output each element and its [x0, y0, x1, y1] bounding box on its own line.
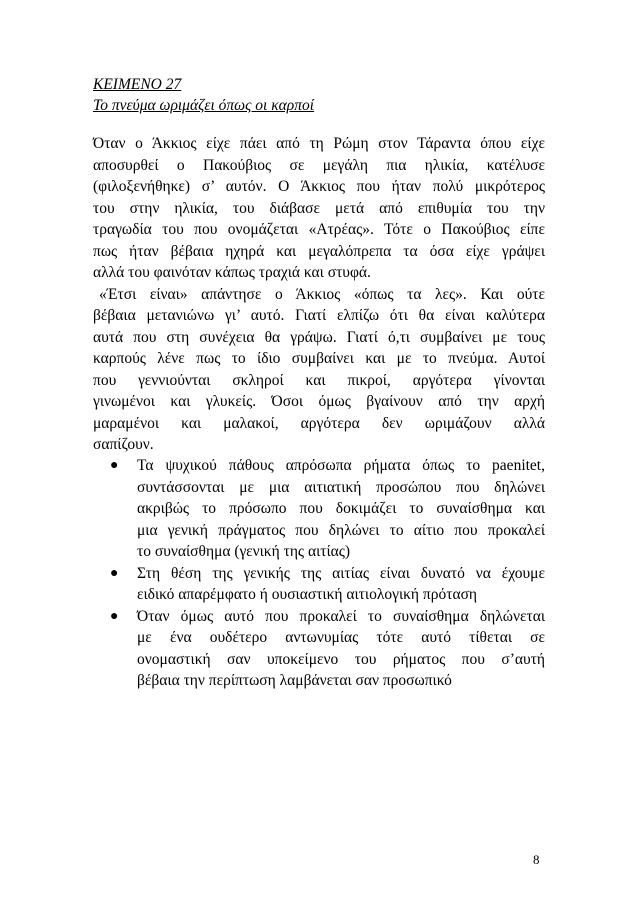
text-line: Όταν όμως αυτό που προκαλεί το συναίσθημα δηλώνεται: [137, 607, 545, 625]
text-line: «Έτσι είναι» απάντησε ο Άκκιος «όπως τα λες». Και ούτε: [99, 285, 545, 303]
text-title-heading: Το πνεύμα ωριμάζει όπως οι καρποί: [93, 97, 315, 114]
text-line: που γεννιούνται σκληροί και πικροί, αργότερα γίνονται: [93, 371, 545, 389]
text-line: Στη θέση της γενικής της αιτίας είναι δυνατό να έχουμε: [137, 564, 545, 582]
text-line: καρπούς λένε πως το ίδιο συμβαίνει και με το πνεύμα. Αυτοί: [93, 350, 545, 367]
paragraph-2: [93, 284, 545, 456]
list-item: [110, 563, 545, 606]
text-line: μια γενική πράγματος που δηλώνει το αίτιο που προκαλεί: [137, 521, 545, 539]
text-line: Όταν ο Άκκιος είχε πάει από τη Ρώμη στον Τάραντα όπου είχε: [93, 135, 545, 152]
text-line: σαπίζουν.: [93, 436, 154, 453]
text-line: το συναίσθημα (γενική της αιτίας): [137, 543, 351, 560]
list-item: [110, 606, 545, 692]
bullet-icon: ●: [110, 608, 119, 624]
text-line: Τα ψυχικού πάθους απρόσωπα ρήματα όπως το paenitet,: [137, 457, 545, 474]
text-line: αλλά του φαινόταν κάπως τραχιά και στυφά.: [93, 264, 371, 281]
text-line: βέβαια μετανιώνω γι’ αυτό. Γιατί ελπίζω ότι θα είναι καλύτερα: [93, 307, 545, 324]
grammar-notes-list: [110, 455, 545, 692]
paragraph-1: [93, 133, 545, 284]
text-line: πως ήταν βέβαια ηχηρά και μεγαλόπρεπα τα όσα είχε γράψει: [93, 242, 545, 260]
page-number: 8: [533, 852, 540, 867]
text-line: ονομαστική σαν υποκείμενο του ρήματος που σ’αυτή: [137, 650, 545, 668]
text-line: (φιλοξενήθηκε) σ’ αυτόν. Ο Άκκιος που ήταν πολύ μικρότερος: [93, 178, 545, 195]
text-line: αυτά που στη συνέχεια θα γράψω. Γιατί ό,τι συμβαίνει με τους: [93, 328, 545, 346]
text-line: γινωμένοι και γλυκείς. Όσοι όμως βγαίνουν από την αρχή: [93, 393, 545, 410]
text-line: βέβαια την περίπτωση λαμβάνεται σαν προσωπικό: [137, 672, 452, 689]
text-number-heading: ΚΕΙΜΕΝΟ 27: [93, 76, 182, 93]
bullet-icon: ●: [110, 565, 119, 581]
text-line: τραγωδία του που ονομάζεται «Ατρέας». Τότε ο Πακούβιος είπε: [93, 221, 545, 238]
text-line: ειδικό απαρέμφατο ή ουσιαστική αιτιολογική πρόταση: [137, 586, 478, 603]
text-line: μαραμένοι και μαλακοί, αργότερα δεν ωριμάζουν αλλά: [93, 414, 545, 432]
text-line: συντάσσονται με μια αιτιατική προσώπου που δηλώνει: [137, 478, 545, 496]
list-item: [110, 455, 545, 563]
bullet-icon: ●: [110, 458, 119, 473]
text-line: αποσυρθεί ο Πακούβιος σε μεγάλη πια ηλικία, κατέλυσε: [93, 156, 545, 174]
text-line: ακριβώς το πρόσωπο που δοκιμάζει το συναίσθημα και: [137, 500, 545, 517]
text-line: με ένα ουδέτερο αντωνυμίας τότε αυτό τίθεται σε: [137, 629, 545, 646]
text-line: του στην ηλικία, του διάβασε μετά από επιθυμία του την: [93, 199, 545, 217]
main-text: [93, 133, 545, 456]
